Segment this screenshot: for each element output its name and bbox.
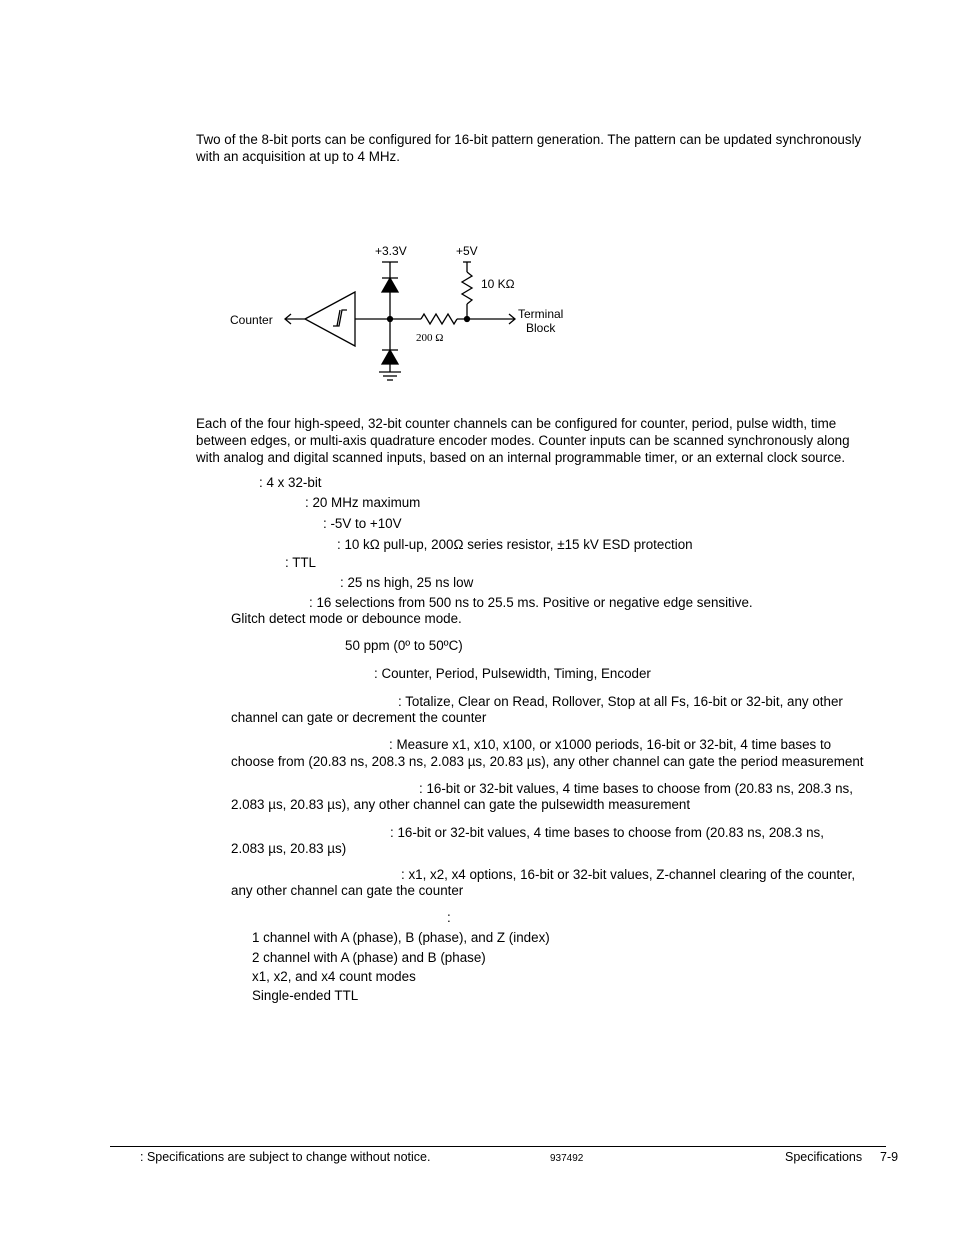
label-10k: 10 KΩ <box>481 277 515 291</box>
label-200-ohm: 200 Ω <box>416 332 444 344</box>
footer-divider <box>110 1146 886 1147</box>
spec-pulsewidth-line-2: 2.083 µs, 20.83 µs), any other channel can gate the pulsewidth measurement <box>231 797 691 812</box>
spec-voltage: : -5V to +10V <box>323 516 402 531</box>
spec-protection: : 10 kΩ pull-up, 200Ω series resistor, ±15 kV ESD protection <box>337 537 693 552</box>
junction-dot <box>465 317 470 322</box>
label-counter: Counter <box>230 313 273 327</box>
spec-timing-line-2: 2.083 µs, 20.83 µs) <box>231 841 347 856</box>
junction-dot <box>388 317 393 322</box>
label-5v: +5V <box>456 244 478 258</box>
counter-para-line-2: between edges, or multi-axis quadrature encoder modes. Counter inputs can be scanned synchronously along <box>196 433 850 448</box>
spec-pulsewidth-line-1: : 16-bit or 32-bit values, 4 time bases to choose from (20.83 ns, 208.3 ns, <box>419 781 853 796</box>
spec-encoder-inputs-colon: : <box>447 910 451 925</box>
spec-modes: : Counter, Period, Pulsewidth, Timing, Encoder <box>374 666 651 681</box>
spec-period-line-1: : Measure x1, x10, x100, or x1000 periods, 16-bit or 32-bit, 4 time bases to <box>389 737 832 752</box>
spec-counter-line-2: channel can gate or decrement the counter <box>231 710 487 725</box>
counter-para-line-3: with analog and digital scanned inputs, based on an internal programmable timer, or an external clock source. <box>196 450 846 465</box>
spec-filter-line-2: Glitch detect mode or debounce mode. <box>231 611 462 626</box>
spec-timing-line-1: : 16-bit or 32-bit values, 4 time bases to choose from (20.83 ns, 208.3 ns, <box>390 825 824 840</box>
spec-encoder-line-2: any other channel can gate the counter <box>231 883 464 898</box>
encoder-item: 2 channel with A (phase) and B (phase) <box>252 950 486 965</box>
spec-counter-line-1: : Totalize, Clear on Read, Rollover, Stop at all Fs, 16-bit or 32-bit, any other <box>398 694 843 709</box>
spec-pulse-width: : 25 ns high, 25 ns low <box>340 575 474 590</box>
resistor-10k-pullup <box>462 272 472 304</box>
footer-note: : Specifications are subject to change without notice. <box>140 1150 431 1164</box>
spec-frequency: : 20 MHz maximum <box>305 495 421 510</box>
label-terminal: Terminal <box>518 307 564 321</box>
spec-channels: : 4 x 32-bit <box>259 475 322 490</box>
encoder-item: Single-ended TTL <box>252 988 359 1003</box>
counter-paragraph <box>196 415 906 466</box>
footer-section: Specifications <box>785 1150 863 1164</box>
spec-accuracy: 50 ppm (0º to 50ºC) <box>345 638 463 653</box>
label-block: Block <box>526 321 556 335</box>
intro-line-1: Two of the 8-bit ports can be configured for 16-bit pattern generation. The pattern can be updated synchronously <box>196 132 862 147</box>
encoder-item: x1, x2, and x4 count modes <box>252 969 416 984</box>
counter-para-line-1: Each of the four high-speed, 32-bit counter channels can be configured for counter, period, pulse width, time <box>196 416 837 431</box>
spec-filter-line-1: : 16 selections from 500 ns to 25.5 ms. Positive or negative edge sensitive. <box>309 595 753 610</box>
diode-upper-icon <box>382 278 398 292</box>
footer-page-number: 7-9 <box>880 1150 899 1164</box>
label-3v3: +3.3V <box>375 244 407 258</box>
counter-input-circuit-diagram <box>225 240 575 390</box>
intro-line-2: with an acquisition at up to 4 MHz. <box>196 149 400 164</box>
diode-lower-icon <box>382 350 398 364</box>
resistor-200-ohm <box>421 314 457 324</box>
spec-levels: : TTL <box>285 555 317 570</box>
footer-doc-number: 937492 <box>550 1153 584 1164</box>
intro-paragraph <box>196 131 906 165</box>
schmitt-trigger-buffer <box>305 292 355 346</box>
encoder-item: 1 channel with A (phase), B (phase), and Z (index) <box>252 930 550 945</box>
spec-encoder-line-1: : x1, x2, x4 options, 16-bit or 32-bit values, Z-channel clearing of the counter, <box>401 867 856 882</box>
spec-period-line-2: choose from (20.83 ns, 208.3 ns, 2.083 µs, 20.83 µs), any other channel can gate the period measurement <box>231 754 864 769</box>
